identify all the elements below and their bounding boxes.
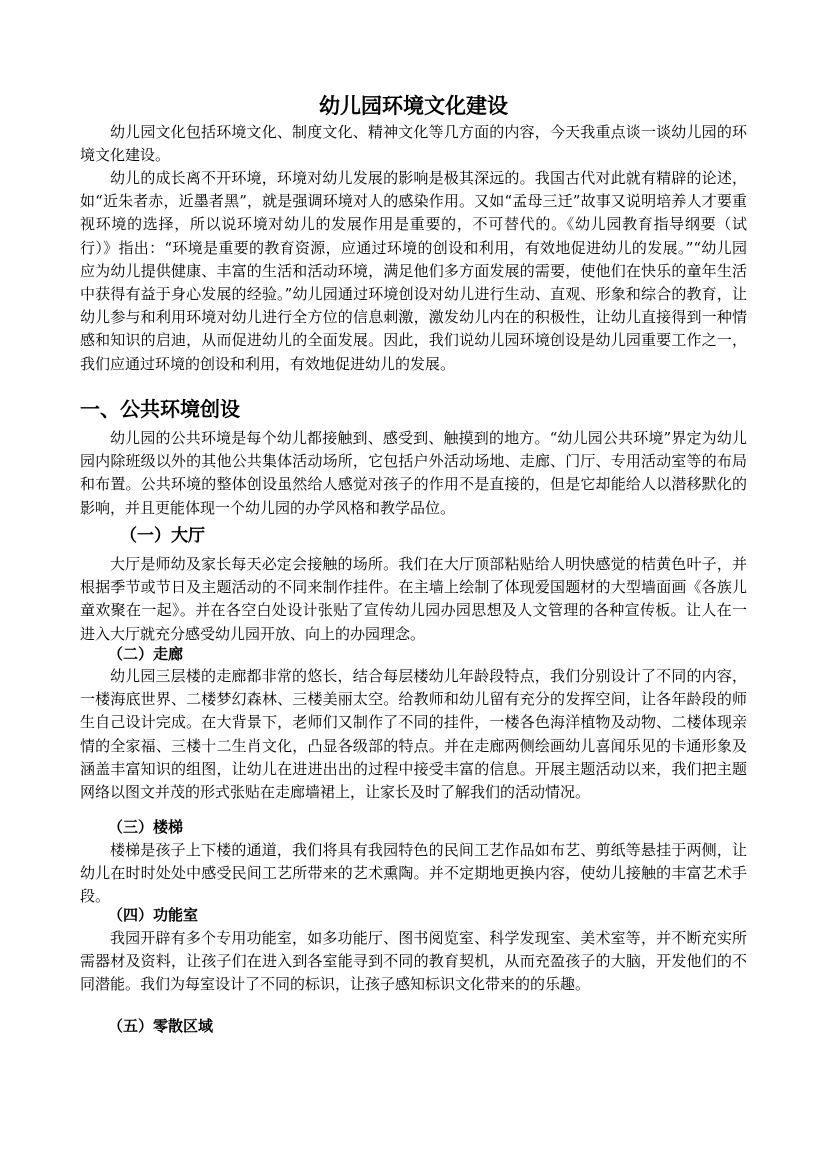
paragraph-hall: 大厅是师幼及家长每天必定会接触的场所。我们在大厅顶部粘贴给人明快感觉的桔黄色叶子，并根据季节或节日及主题活动的不同来制作挂件。在主墙上绘制了体现爱国题材的大型墙面画《各族儿童欢聚在一起》。并在各空白处设计张贴了宣传幼儿园办园思想及人文管理的各种宣传板。让人在一进入大厅就充分感受幼儿园开放、向上的办园理念。 <box>80 555 747 643</box>
paragraph-corridor: 幼儿园三层楼的走廊都非常的悠长，结合每层楼幼儿年龄段特点，我们分别设计了不同的内容，一楼海底世界、二楼梦幻森林、三楼美丽太空。给教师和幼儿留有充分的发挥空间，让各年龄段的师生自己设计完成。在大背景下，老师们又制作了不同的挂件，一楼各色海洋植物及动物、二楼体现亲情的全家福、三楼十二生肖文化，凸显各级部的特点。并在走廊两侧绘画幼儿喜闻乐见的卡通形象及涵盖丰富知识的组图，让幼儿在进进出出的过程中接受丰富的信息。开展主题活动以来，我们把主题网络以图文并茂的形式张贴在走廊墙裙上，让家长及时了解我们的活动情况。 <box>80 667 747 802</box>
intro-paragraph-1: 幼儿园文化包括环境文化、制度文化、精神文化等几方面的内容，今天我重点谈一谈幼儿园的环境文化建设。 <box>80 123 747 165</box>
subheading-corridor: （二）走廊 <box>108 645 184 663</box>
subheading-scattered-areas: （五）零散区域 <box>108 1017 214 1035</box>
document-title: 幼儿园环境文化建设 <box>319 94 508 118</box>
section-heading-public-environment: 一、公共环境创设 <box>80 397 240 421</box>
section-paragraph-public-environment: 幼儿园的公共环境是每个幼儿都接触到、感受到、触摸到的地方。“幼儿园公共环境”界定为幼儿园内除班级以外的其他公共集体活动场所，它包括户外活动场地、走廊、门厅、专用活动室等的布局和布置。公共环境的整体创设虽然给人感觉对孩子的作用不是直接的，但是它却能给人以潜移默化的影响，并且更能体现一个幼儿园的办学风格和教学品位。 <box>80 429 747 517</box>
subheading-hall: （一）大厅 <box>120 526 205 546</box>
subheading-stairs: （三）楼梯 <box>108 818 184 836</box>
subheading-function-room: （四）功能室 <box>108 906 199 924</box>
paragraph-function-room: 我园开辟有多个专用功能室，如多功能厅、图书阅览室、科学发现室、美术室等，并不断充实所需器材及资料，让孩子们在进入到各室能寻到不同的教育契机，从而充盈孩子的大脑，开发他们的不同潜能。我们为每室设计了不同的标识，让孩子感知标识文化带来的的乐趣。 <box>80 929 747 994</box>
intro-paragraph-2: 幼儿的成长离不开环境，环境对幼儿发展的影响是极其深远的。我国古代对此就有精辟的论述，如“近朱者赤，近墨者黑”，就是强调环境对人的感染作用。又如“孟母三迁”故事又说明培养人才要重视环境的选择，所以说环境对幼儿的发展作用是重要的，不可替代的。《幼儿园教育指导纲要（试行）》指出：“环境是重要的教育资源，应通过环境的创设和利用，有效地促进幼儿的发展。”“幼儿园应为幼儿提供健康、丰富的生活和活动环境，满足他们多方面发展的需要，使他们在快乐的童年生活中获得有益于身心发展的经验。”幼儿园通过环境创设对幼儿进行生动、直观、形象和综合的教育，让幼儿参与和利用环境对幼儿进行全方位的信息刺激，激发幼儿内在的积极性，让幼儿直接得到一种情感和知识的启迪，从而促进幼儿的全面发展。因此，我们说幼儿园环境创设是幼儿园重要工作之一，我们应通过环境的创设和利用，有效地促进幼儿的发展。 <box>80 169 747 373</box>
paragraph-stairs: 楼梯是孩子上下楼的通道，我们将具有我园特色的民间工艺作品如布艺、剪纸等悬挂于两侧，让幼儿在时时处处中感受民间工艺所带来的艺术熏陶。并不定期地更换内容，使幼儿接触的丰富艺术手段。 <box>80 841 747 906</box>
